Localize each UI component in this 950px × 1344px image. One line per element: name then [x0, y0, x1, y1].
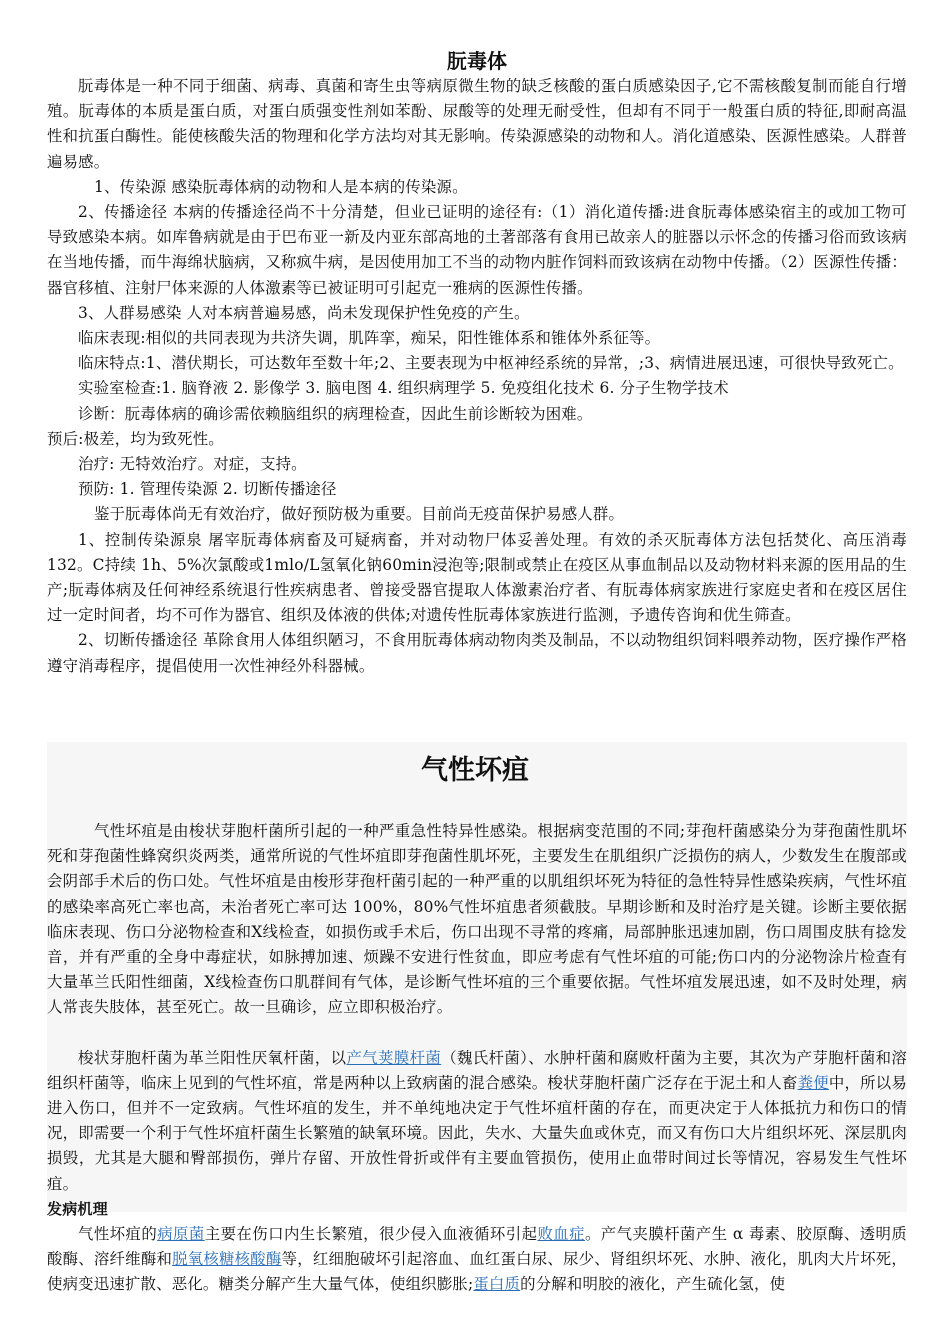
prion-transmission: 2、传播途径 本病的传播途径尚不十分清楚，但业已证明的途径有:（1）消化道传播:进食朊毒体感染宿主的或加工物可导致感染本病。如库鲁病就是由于巴布亚一新及内亚东部高地的土著部落有食用已故亲人的脏器以示怀念的传播习俗而致该病在当地传播，而牛海绵状脑病，又称疯牛病，是因使用加工不当的动物内脏作饲料而致该病在动物中传播。（2）医源性传播：器官移植、注射尸体来源的人体激素等已被证明可引起克一雅病的医源性传播。 [47, 203, 907, 297]
prion-diagnosis: 诊断：朊毒体病的确诊需依赖脑组织的病理检查，因此生前诊断较为困难。 [78, 404, 593, 423]
prion-section [47, 48, 907, 679]
mechanism-heading: 发病机理 [47, 1199, 108, 1218]
link-protein[interactable]: 蛋白质 [473, 1275, 521, 1294]
prion-cut-route: 2、切断传播途径 革除食用人体组织陋习，不食用朊毒体病动物肉类及制品，不以动物组织饲料喂养动物，医疗操作严格遵守消毒程序，提倡使用一次性神经外科器械。 [47, 631, 907, 675]
gangrene-pathogens [47, 1046, 907, 1197]
prion-title: 朊毒体 [447, 49, 507, 73]
prion-susceptibility: 3、人群易感染 人对本病普遍易感，尚未发现保护性免疫的产生。 [78, 303, 530, 322]
text-segment: 的分解和明胶的液化，产生硫化氢，使 [520, 1275, 786, 1294]
link-clostridium-perfringens[interactable]: 产气荚膜杆菌 [346, 1048, 442, 1067]
text-segment: 等，红细胞破坏引起溶血、血红蛋白尿、尿少、肾组织坏死、水肿、液化，肌肉大片坏死，使病变迅速扩散、恶化。糖类分解产生大量气体，使组织膨胀; [47, 1250, 907, 1294]
text-segment: 。产气夹膜杆菌产生 α 毒素、胶原酶、透明质酸酶、溶纤维酶和 [47, 1225, 907, 1269]
gangrene-intro: 气性坏疽是由梭状芽胞杆菌所引起的一种严重急性特异性感染。根据病变范围的不同;芽孢杆菌感染分为芽孢菌性肌坏死和芽孢菌性蜂窝织炎两类，通常所说的气性坏疽即芽孢菌性肌坏死，主要发生在肌组织广泛损伤的病人，少数发生在腹部或会阴部手术后的伤口处。气性坏疽是由梭形芽孢杆菌引起的一种严重的以肌组织坏死为特征的急性特异性感染疾病，气性坏疽的感染率高死亡率也高，未治者死亡率可达 100%，80%气性坏疽患者须截肢。早期诊断和及时治疗是关键。诊断主要依据临床表现、伤口分泌物检查和X线检查，如损伤或手术后，伤口出现不寻常的疼痛，局部肿胀迅速加剧，伤口周围皮肤有捻发音，并有严重的全身中毒症状，如脉搏加速、烦躁不安进行性贫血，即应考虑有气性坏疽的可能;伤口内的分泌物涂片检查有大量革兰氏阳性细菌，X线检查伤口肌群间有气体，是诊断气性坏疽的三个重要依据。气性坏疽发展迅速，如不及时处理，病人常丧失肢体，甚至死亡。故一旦确诊，应立即积极治疗。 [47, 822, 907, 1017]
prion-lab: 实验室检查:1. 脑脊液 2. 影像学 3. 脑电图 4. 组织病理学 5. 免疫组化技术 6. 分子生物学技术 [78, 379, 729, 398]
text-segment: 梭状芽胞杆菌为革兰阳性厌氧杆菌，以 [78, 1048, 347, 1067]
prion-prognosis: 预后:极差，均为致死性。 [47, 429, 224, 448]
text-segment: （魏氏杆菌）、水肿杆菌和腐败杆菌为主要，其次为产芽胞杆菌和溶组织杆菌等，临床上见到的气性坏疽，常是两种以上致病菌的混合感染。梭状芽胞杆菌广泛存在于泥土和人畜 [47, 1048, 907, 1092]
text-segment: 气性坏疽的 [78, 1225, 158, 1244]
text-segment: 主要在伤口内生长繁殖，很少侵入血液循环引起 [204, 1225, 538, 1244]
text-segment: 中，所以易进入伤口，但并不一定致病。气性坏疽的发生，并不单纯地决定于气性坏疽杆菌的存在，而更决定于人体抵抗力和伤口的情况，即需要一个利于气性坏疽杆菌生长繁殖的缺氧环境。因此，失水、大量失血或休克，而又有伤口大片组织坏死、深层肌肉损毁，尤其是大腿和臀部损伤，弹片存留、开放性骨折或伴有主要血管损伤，使用止血带时间过长等情况，容易发生气性坏疽。 [47, 1073, 907, 1193]
gangrene-mechanism [47, 1222, 907, 1298]
link-dnase[interactable]: 脱氧核糖核酸酶 [172, 1250, 282, 1269]
gangrene-section [47, 819, 907, 1298]
prion-prevention: 预防: 1. 管理传染源 2. 切断传播途径 [78, 480, 337, 499]
prion-prevention-note: 鉴于朊毒体尚无有效治疗，做好预防极为重要。目前尚无疫苗保护易感人群。 [94, 505, 625, 524]
gangrene-title: 气性坏疽 [421, 755, 529, 786]
prion-features: 临床特点:1、潜伏期长，可达数年至数十年;2、主要表现为中枢神经系统的异常，;3、病情进展迅速，可很快导致死亡。 [78, 354, 904, 373]
link-feces[interactable]: 粪便 [797, 1073, 829, 1092]
prion-intro: 朊毒体是一种不同于细菌、病毒、真菌和寄生虫等病原微生物的缺乏核酸的蛋白质感染因子,它不需核酸复制而能自行增殖。朊毒体的本质是蛋白质，对蛋白质强变性剂如苯酚、尿酸等的处理无耐受性，但却有不同于一般蛋白质的特征,即耐高温性和抗蛋白酶性。能使核酸失活的物理和化学方法均对其无影响。传染源感染的动物和人。消化道感染、医源性感染。人群普遍易感。 [47, 77, 907, 171]
prion-clinical: 临床表现:相似的共同表现为共济失调，肌阵挛，痴呆，阳性锥体系和锥体外系征等。 [78, 329, 661, 348]
link-sepsis[interactable]: 败血症 [537, 1225, 585, 1244]
prion-treatment: 治疗: 无特效治疗。对症，支持。 [78, 455, 307, 474]
prion-control-source: 1、控制传染源泉 屠宰朊毒体病畜及可疑病畜，并对动物尸体妥善处理。有效的杀灭朊毒体方法包括焚化、高压消毒132。C持续 1h、5%次氯酸或1mlo/L氢氧化钠60min浸泡等;限制或禁止在疫区从事血制品以及动物材料来源的医用品的生产;朊毒体病及任何神经系统退行性疾病患者、曾接受器官提取人体激素治疗者、有朊毒体病家族进行家庭史者和在疫区居住过一定时间者，均不可作为器官、组织及体液的供体;对遗传性朊毒体家族进行监测，予遗传咨询和优生筛查。 [47, 530, 907, 625]
prion-source: 1、传染源 感染朊毒体病的动物和人是本病的传染源。 [94, 177, 468, 196]
link-pathogen[interactable]: 病原菌 [157, 1225, 205, 1244]
